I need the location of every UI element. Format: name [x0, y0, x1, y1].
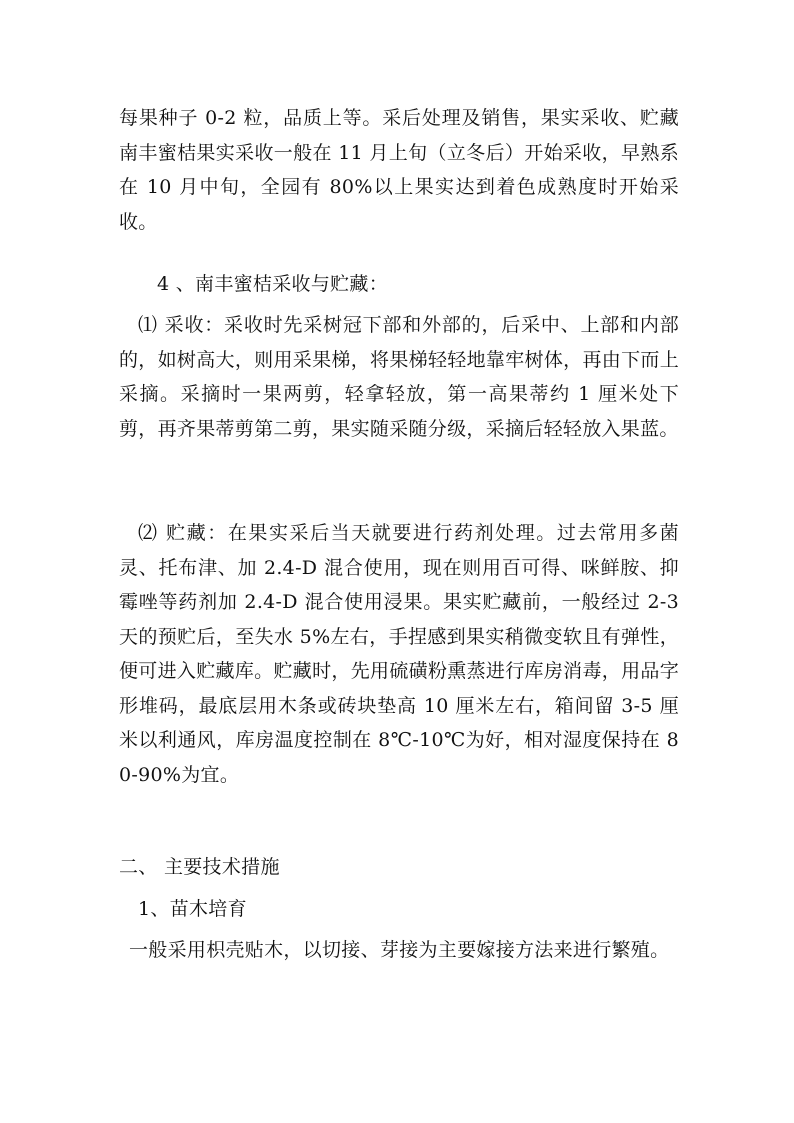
paragraph-storage: ⑵ 贮藏：在果实采后当天就要进行药剂处理。过去常用多菌灵、托布津、加 2.4-D 混合使用，现在则用百可得、咪鲜胺、抑霉唑等药剂加 2.4-D 混合使用浸果。果实贮藏前，一般经过 2-3 天的预贮后，至失水 5%左右，手捏感到果实稍微变软且有弹性，便可进入贮藏库。贮藏时，先用硫磺粉熏蒸进行库房消毒，用品字形堆码，最底层用木条或砖块垫高 10 厘米左右，箱间留 3-5 厘米以利通风，库房温度控制在 8℃-10℃为好，相对湿度保持在 80-90%为宜。 — [119, 522, 679, 786]
heading-harvest-storage: 4 、南丰蜜桔采收与贮藏： — [157, 273, 389, 295]
paragraph-grafting: 一般采用枳壳贴木，以切接、芽接为主要嫁接方法来进行繁殖。 — [129, 939, 670, 961]
subheading-seedling-cultivation: 1、苗木培育 — [138, 898, 247, 920]
section-heading-main-techniques: 二、 主要技术措施 — [119, 856, 280, 878]
paragraph-harvest-intro: 每果种子 0-2 粒，品质上等。采后处理及销售，果实采收、贮藏南丰蜜桔果实采收一般在 11 月上旬（立冬后）开始采收，早熟系在 10 月中旬，全园有 80%以上果实达到着色成熟度时开始采收。 — [119, 107, 679, 233]
paragraph-harvesting: ⑴ 采收：采收时先采树冠下部和外部的，后采中、上部和内部的，如树高大，则用采果梯，将果梯轻轻地靠牢树体，再由下而上采摘。采摘时一果两剪，轻拿轻放，第一高果蒂约 1 厘米处下剪，再齐果蒂剪第二剪，果实随采随分级，采摘后轻轻放入果蓝。 — [119, 314, 679, 440]
